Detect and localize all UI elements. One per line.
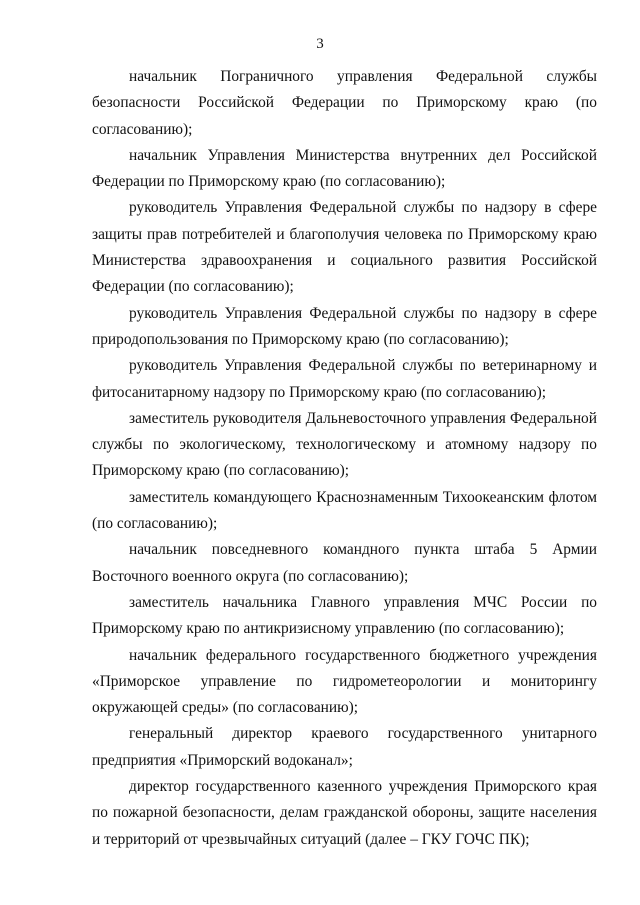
list-item: начальник федерального государственного бюджетного учреждения «Приморское управление по гидрометеорологии и мониторингу окружающей среды» (по согласованию); <box>92 646 597 717</box>
list-item: начальник повседневного командного пункта штаба 5 Армии Восточного военного округа (по согласованию); <box>92 541 597 585</box>
document-body <box>92 64 597 853</box>
list-item: директор государственного казенного учреждения Приморского края по пожарной безопасности, делам гражданской обороны, защите населения и территорий от чрезвычайных ситуаций (далее – ГКУ ГОЧС ПК); <box>92 778 597 848</box>
list-item: руководитель Управления Федеральной службы по надзору в сфере природопользования по Приморскому краю (по согласованию); <box>92 304 597 348</box>
list-item: заместитель командующего Краснознаменным Тихоокеанским флотом (по согласованию); <box>92 488 597 533</box>
list-item: руководитель Управления Федеральной службы по ветеринарному и фитосанитарному надзору по Приморскому краю (по согласованию); <box>92 357 597 401</box>
list-item: руководитель Управления Федеральной службы по надзору в сфере защиты прав потребителей и благополучия человека по Приморскому краю Министерства здравоохранения и социального развития Российской Федерации (по согласованию); <box>92 199 597 296</box>
list-item: начальник Управления Министерства внутренних дел Российской Федерации по Приморскому краю (по согласованию); <box>92 146 597 191</box>
page-number: 3 <box>316 36 324 52</box>
list-item: заместитель начальника Главного управления МЧС России по Приморскому краю по антикризисному управлению (по согласованию); <box>92 593 597 638</box>
list-item: заместитель руководителя Дальневосточного управления Федеральной службы по экологическому, технологическому и атомному надзору по Приморскому краю (по согласованию); <box>92 409 597 480</box>
list-item: начальник Пограничного управления Федеральной службы безопасности Российской Федерации по Приморскому краю (по согласованию); <box>92 68 597 138</box>
list-item: генеральный директор краевого государственного унитарного предприятия «Приморский водоканал»; <box>92 725 597 769</box>
